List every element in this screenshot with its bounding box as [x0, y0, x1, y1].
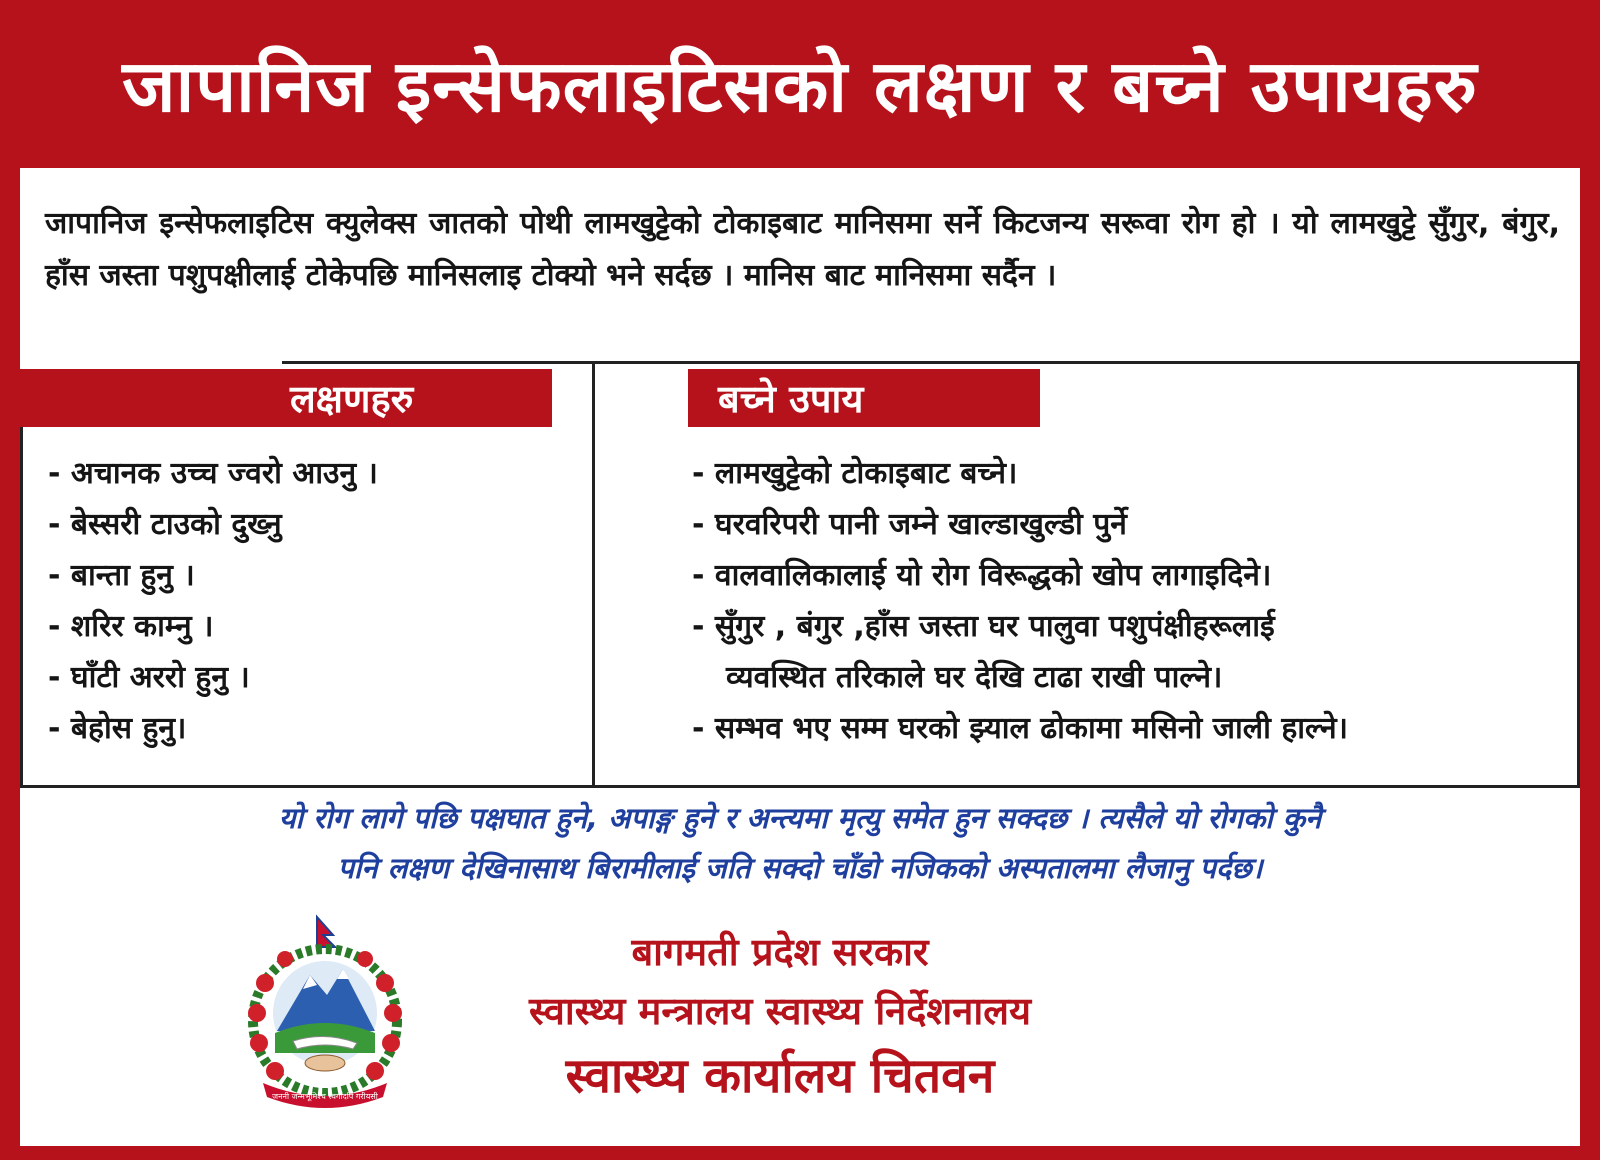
- symptoms-heading: [20, 369, 552, 427]
- list-item: - लामखुट्टेको टोकाइबाट बच्ने।: [692, 456, 1018, 491]
- nepal-coat-of-arms-icon: [235, 913, 415, 1113]
- symptoms-list: [48, 448, 378, 754]
- list-item: - सुँगुर , बंगुर ,हाँस जस्ता घर पालुवा पशुपंक्षीहरूलाई: [692, 609, 1275, 644]
- list-item-continuation: व्यवस्थित तरिकाले घर देखि टाढा राखी पाल्ने।: [726, 660, 1223, 695]
- symptoms-heading-label: लक्षणहरु: [290, 377, 414, 421]
- list-item: - सम्भव भए सम्म घरको झ्याल ढोकामा मसिनो जाली हाल्ने।: [692, 711, 1349, 746]
- info-table: [20, 361, 1580, 788]
- prevention-list: [692, 448, 1348, 754]
- warning-note: [60, 793, 1540, 893]
- list-item: - बेहोस हुनु।: [48, 711, 187, 746]
- emblem-motto: जननी जन्मभूमिश्च स्वर्गादपि गरीयसी: [272, 1092, 378, 1101]
- list-item: - शरिर काम्नु ।: [48, 609, 214, 644]
- page-title: जापानिज इन्सेफलाइटिसको लक्षण र बच्ने उपायहरु: [122, 44, 1478, 128]
- list-item: - अचानक उच्च ज्वरो आउनु ।: [48, 456, 378, 491]
- table-left-border: [20, 364, 23, 785]
- intro-paragraph: जापानिज इन्सेफलाइटिस क्युलेक्स जातको पोथी लामखुट्टेको टोकाइबाट मानिसमा सर्ने किटजन्य सरूवा रोग हो । यो लामखुट्टे सुँगुर, बंगुर, हाँस जस्ता पशुपक्षीलाई टोकेपछि मानिसलाइ टोक्यो भने सर्दछ । मानिस बाट मानिसमा सर्दैन ।: [45, 206, 1560, 293]
- org-line-office: स्वास्थ्य कार्यालय चितवन: [565, 1048, 995, 1104]
- list-item: - बेस्सरी टाउको दुख्नु: [48, 507, 282, 542]
- table-right-border: [1577, 364, 1580, 785]
- org-line-ministry: स्वास्थ्य मन्त्रालय स्वास्थ्य निर्देशनालय: [528, 989, 1032, 1033]
- list-item: - वालवालिकालाई यो रोग विरूद्धको खोप लागाइदिने।: [692, 558, 1272, 593]
- column-divider: [592, 364, 595, 785]
- list-item: - बान्ता हुनु ।: [48, 558, 195, 593]
- prevention-heading: [688, 369, 1040, 427]
- heading-notch: [20, 361, 282, 369]
- prevention-heading-label: बच्ने उपाय: [718, 377, 864, 421]
- warning-line-2: पनि लक्षण देखिनासाथ बिरामीलाई जति सक्दो चाँडो नजिकको अस्पतालमा लैजानु पर्दछ।: [337, 851, 1263, 885]
- content-panel: [20, 168, 1580, 1146]
- org-line-province: बागमती प्रदेश सरकार: [631, 930, 929, 974]
- list-item: - घरवरिपरी पानी जम्ने खाल्डाखुल्डी पुर्ने: [692, 507, 1127, 542]
- list-item: - घाँटी अररो हुनु ।: [48, 660, 250, 695]
- warning-line-1: यो रोग लागे पछि पक्षघात हुने, अपाङ्ग हुने र अन्त्यमा मृत्यु समेत हुन सक्दछ । त्यसैले यो रोगको कुनै: [278, 801, 1322, 835]
- issuing-office: [430, 923, 1130, 1111]
